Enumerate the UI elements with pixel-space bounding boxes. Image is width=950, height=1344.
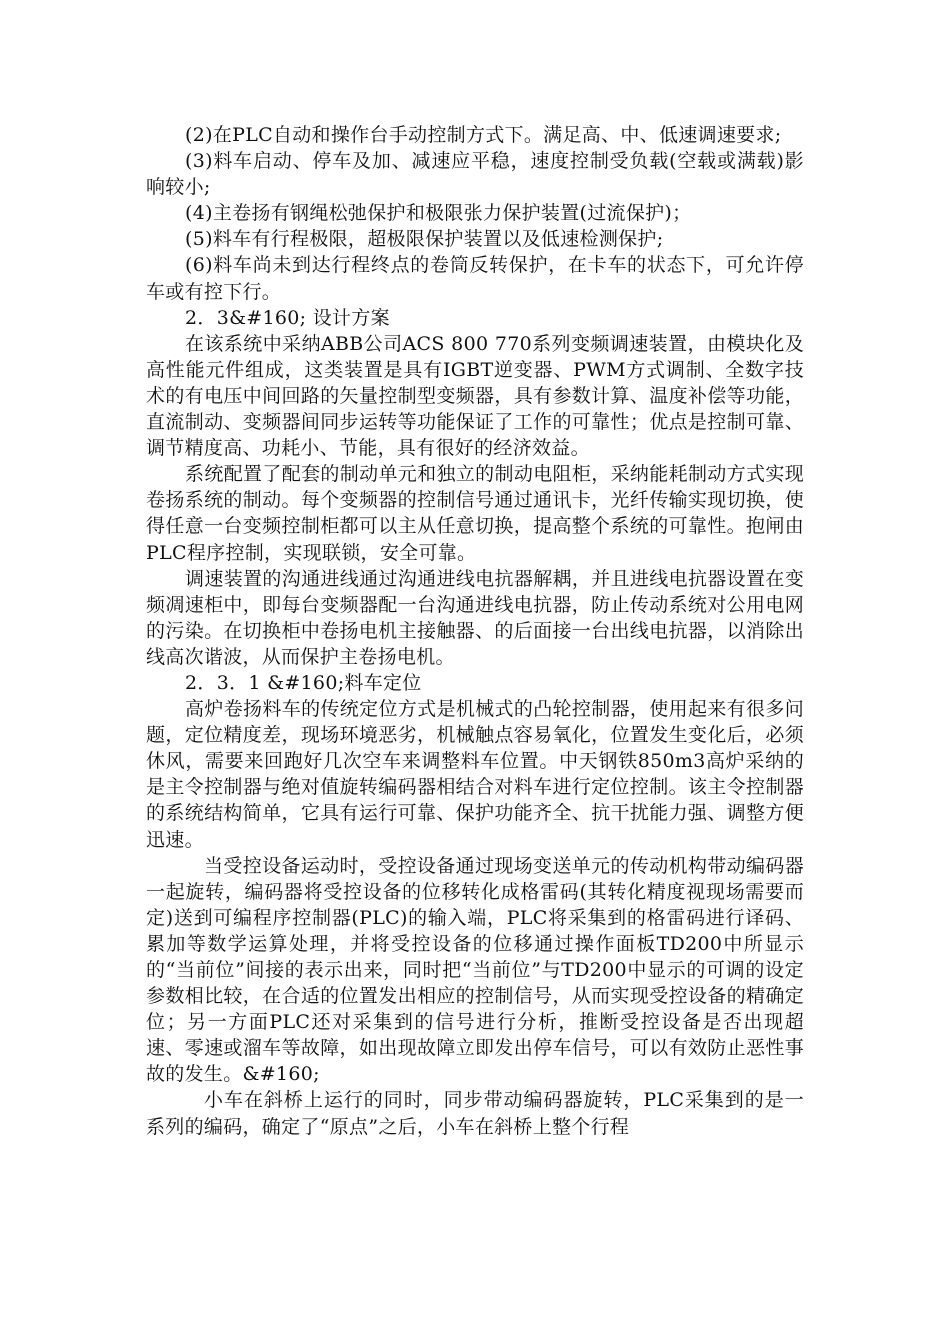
requirement-5: (5)料车有行程极限，超极限保护装置以及低速检测保护; (185, 228, 664, 251)
paragraph-braking: 系统配置了配套的制动单元和独立的制动电阻柜，采纳能耗制动方式实现卷扬系统的制动。每个变频器的控制信号通过通讯卡，光纤传输实现切换，使得任意一台变频控制柜都可以主从任意切换，提高整个系统的可靠性。抱闸由PLC程序控制，实现联锁，安全可靠。 (146, 463, 804, 564)
paragraph-positioning: 高炉卷扬料车的传统定位方式是机械式的凸轮控制器，使用起来有很多问题，定位精度差，现场环境恶劣，机械触点容易氧化，位置发生变化后，必须休风，需要来回跑好几次空车来调整料车位置。中天钢铁850m3高炉采纳的是主令控制器与绝对值旋转编码器相结合对料车进行定位控制。该主令控制器的系统结构简单，它具有运行可靠、保护功能齐全、抗干扰能力强、调整方便迅速。 (146, 698, 804, 851)
requirement-3: (3)料车启动、停车及加、减速应平稳，速度控制受负载(空载或满载)影响较小; (146, 150, 804, 199)
paragraph-encoder: 当受控设备运动时，受控设备通过现场变送单元的传动机构带动编码器一起旋转，编码器将受控设备的位移转化成格雷码(其转化精度视现场需要而定)送到可编程序控制器(PLC)的输入端，PLC将采集到的格雷码进行译码、累加等数学运算处理，并将受控设备的位移通过操作面板TD200中所显示的“当前位”间接的表示出来，同时把“当前位”与TD200中显示的可调的设定参数相比较，在合适的位置发出相应的控制信号，从而实现受控设备的精确定位；另一方面PLC还对采集到的信号进行分析，推断受控设备是否出现超速、零速或溜车等故障，如出现故障立即发出停车信号，可以有效防止恶性事故的发生。&#160; (146, 854, 804, 1086)
requirement-4: (4)主卷扬有钢绳松弛保护和极限张力保护装置(过流保护)； (185, 202, 692, 225)
section-heading-2-3-1: 2．3．1 &#160;料车定位 (185, 671, 422, 694)
paragraph-trolley: 小车在斜桥上运行的同时，同步带动编码器旋转，PLC采集到的是一系列的编码，确定了“原点”之后，小车在斜桥上整个行程 (146, 1089, 804, 1138)
document-body (146, 122, 804, 1140)
paragraph-design-intro: 在该系统中采纳ABB公司ACS 800 770系列变频调速装置，由模块化及高性能元件组成，这类装置是具有IGBT逆变器、PWM方式调制、全数字技术的有电压中间回路的矢量控制型变频器，具有参数计算、温度补偿等功能，直流制动、变频器间同步运转等功能保证了工作的可靠性；优点是控制可靠、调节精度高、功耗小、节能，具有很好的经济效益。 (146, 332, 804, 460)
paragraph-reactor: 调速装置的沟通进线通过沟通进线电抗器解耦，并且进线电抗器设置在变频凋速柜中，即每台变频器配一台沟通进线电抗器，防止传动系统对公用电网的污染。在切换柜中卷扬电机主接触器、的后面接一台出线电抗器，以消除出线高次谐波，从而保护主卷扬电机。 (146, 567, 804, 668)
section-heading-2-3: 2．3&#160; 设计方案 (185, 306, 390, 329)
requirement-2: (2)在PLC自动和操作台手动控制方式下。满足高、中、低速调速要求; (185, 124, 782, 146)
requirement-6: (6)料车尚未到达行程终点的卷筒反转保护，在卡车的状态下，可允许停车或有控下行。 (146, 254, 804, 303)
